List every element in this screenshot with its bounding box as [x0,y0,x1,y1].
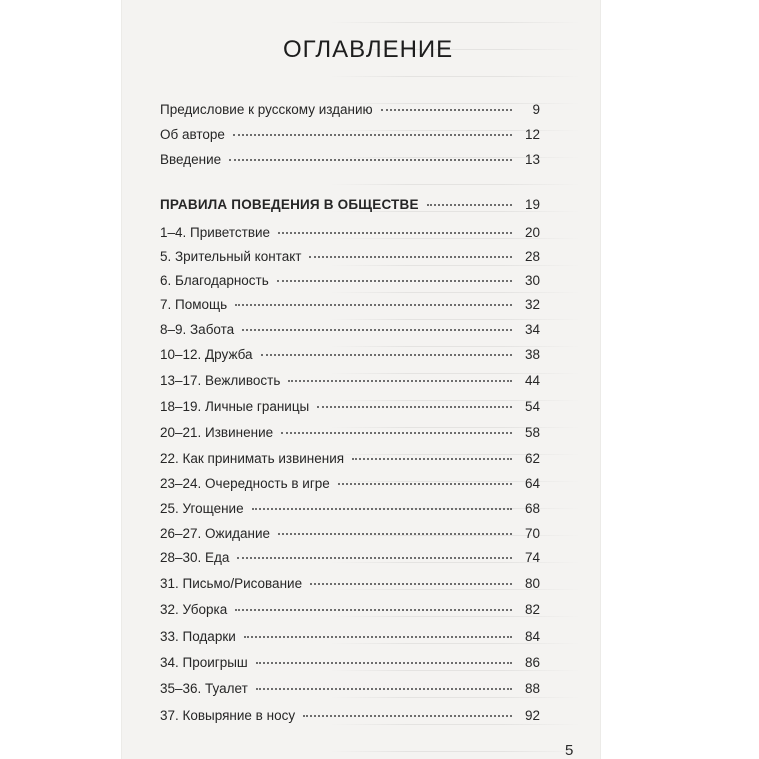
toc-section-label: ПРАВИЛА ПОВЕДЕНИЯ В ОБЩЕСТВЕ [160,197,419,212]
dot-leader [278,232,512,234]
toc-entry-label: 31. Письмо/Рисование [160,576,303,591]
dot-leader [235,609,512,611]
dot-leader [256,662,512,664]
toc-entry-label: 35–36. Туалет [160,681,248,696]
toc-entry-page: 28 [524,249,540,264]
toc-entry[interactable] [160,273,540,293]
dot-leader [233,134,512,136]
dot-leader [338,483,512,485]
page-title: ОГЛАВЛЕНИЕ [283,36,454,63]
toc-entry-label: Введение [160,152,222,167]
toc-entry[interactable] [160,655,540,675]
dot-leader [242,329,512,331]
toc-entry-label: 1–4. Приветствие [160,225,271,240]
toc-entry-label: 33. Подарки [160,629,236,644]
toc-entry-label: 7. Помощь [160,297,228,312]
toc-entry-label: 22. Как принимать извинения [160,451,345,466]
toc-entry-page: 12 [524,127,540,142]
toc-entry[interactable] [160,550,540,570]
toc-entry[interactable] [160,501,540,521]
dot-leader [303,715,512,717]
toc-entry-label: Об авторе [160,127,225,142]
toc-entry[interactable] [160,451,540,471]
toc-entry-label: 26–27. Ожидание [160,526,271,541]
dot-leader [229,159,512,161]
toc-entry-page: 70 [524,526,540,541]
toc-entry[interactable] [160,399,540,419]
toc-entry[interactable] [160,249,540,269]
toc-entry[interactable] [160,373,540,393]
toc-entry-page: 20 [524,225,540,240]
dot-leader [278,533,512,535]
dot-leader [237,557,512,559]
toc-entry-page: 86 [524,655,540,670]
toc-entry-label: 32. Уборка [160,602,228,617]
toc-entry-label: 20–21. Извинение [160,425,274,440]
toc-entry-page: 82 [524,602,540,617]
toc-entry-page: 84 [524,629,540,644]
toc-entry-page: 64 [524,476,540,491]
toc-entry-label: 13–17. Вежливость [160,373,281,388]
toc-entry-page: 9 [532,102,540,117]
toc-entry-page: 74 [524,550,540,565]
toc-entry-label: 8–9. Забота [160,322,235,337]
toc-entry[interactable] [160,476,540,496]
dot-leader [281,432,512,434]
toc-entry[interactable] [160,225,540,245]
dot-leader [244,636,512,638]
toc-entry[interactable] [160,347,540,367]
toc-section-heading[interactable] [160,197,540,217]
toc-entry-page: 34 [524,322,540,337]
toc-entry-page: 88 [524,681,540,696]
toc-entry[interactable] [160,127,540,147]
page-number: 5 [565,742,574,759]
toc-entry-page: 44 [524,373,540,388]
toc-entry[interactable] [160,681,540,701]
toc-entry[interactable] [160,629,540,649]
toc-entry-label: 28–30. Еда [160,550,230,565]
toc-entry-page: 19 [524,197,540,212]
toc-entry-label: 10–12. Дружба [160,347,253,362]
dot-leader [309,256,512,258]
toc-entry[interactable] [160,576,540,596]
toc-entry-page: 58 [524,425,540,440]
toc-entry-page: 80 [524,576,540,591]
toc-entry-label: 25. Угощение [160,501,244,516]
dot-leader [261,354,512,356]
toc-entry[interactable] [160,425,540,445]
dot-leader [427,204,512,206]
dot-leader [352,458,512,460]
toc-entry-page: 92 [524,708,540,723]
toc-entry-page: 62 [524,451,540,466]
toc-entry-label: 6. Благодарность [160,273,269,288]
dot-leader [277,280,512,282]
toc-entry-page: 32 [524,297,540,312]
toc-entry[interactable] [160,102,540,122]
dot-leader [310,583,512,585]
toc-entry-page: 30 [524,273,540,288]
toc-entry-label: 34. Проигрыш [160,655,248,670]
dot-leader [381,109,512,111]
toc-entry-label: 5. Зрительный контакт [160,249,302,264]
toc-entry[interactable] [160,297,540,317]
toc-entry[interactable] [160,602,540,622]
toc-entry-page: 54 [524,399,540,414]
dot-leader [317,406,512,408]
toc-entry-label: 18–19. Личные границы [160,399,310,414]
toc-entry-page: 38 [524,347,540,362]
dot-leader [235,304,512,306]
toc-entry-page: 13 [524,152,540,167]
toc-entry[interactable] [160,526,540,546]
dot-leader [256,688,512,690]
dot-leader [252,508,512,510]
dot-leader [288,380,512,382]
toc-entry-label: 37. Ковыряние в носу [160,708,296,723]
toc-entry[interactable] [160,152,540,172]
toc-entry[interactable] [160,708,540,728]
toc-entry-page: 68 [524,501,540,516]
toc-entry-label: Предисловие к русскому изданию [160,102,373,117]
toc-entry-label: 23–24. Очередность в игре [160,476,330,491]
toc-entry[interactable] [160,322,540,342]
